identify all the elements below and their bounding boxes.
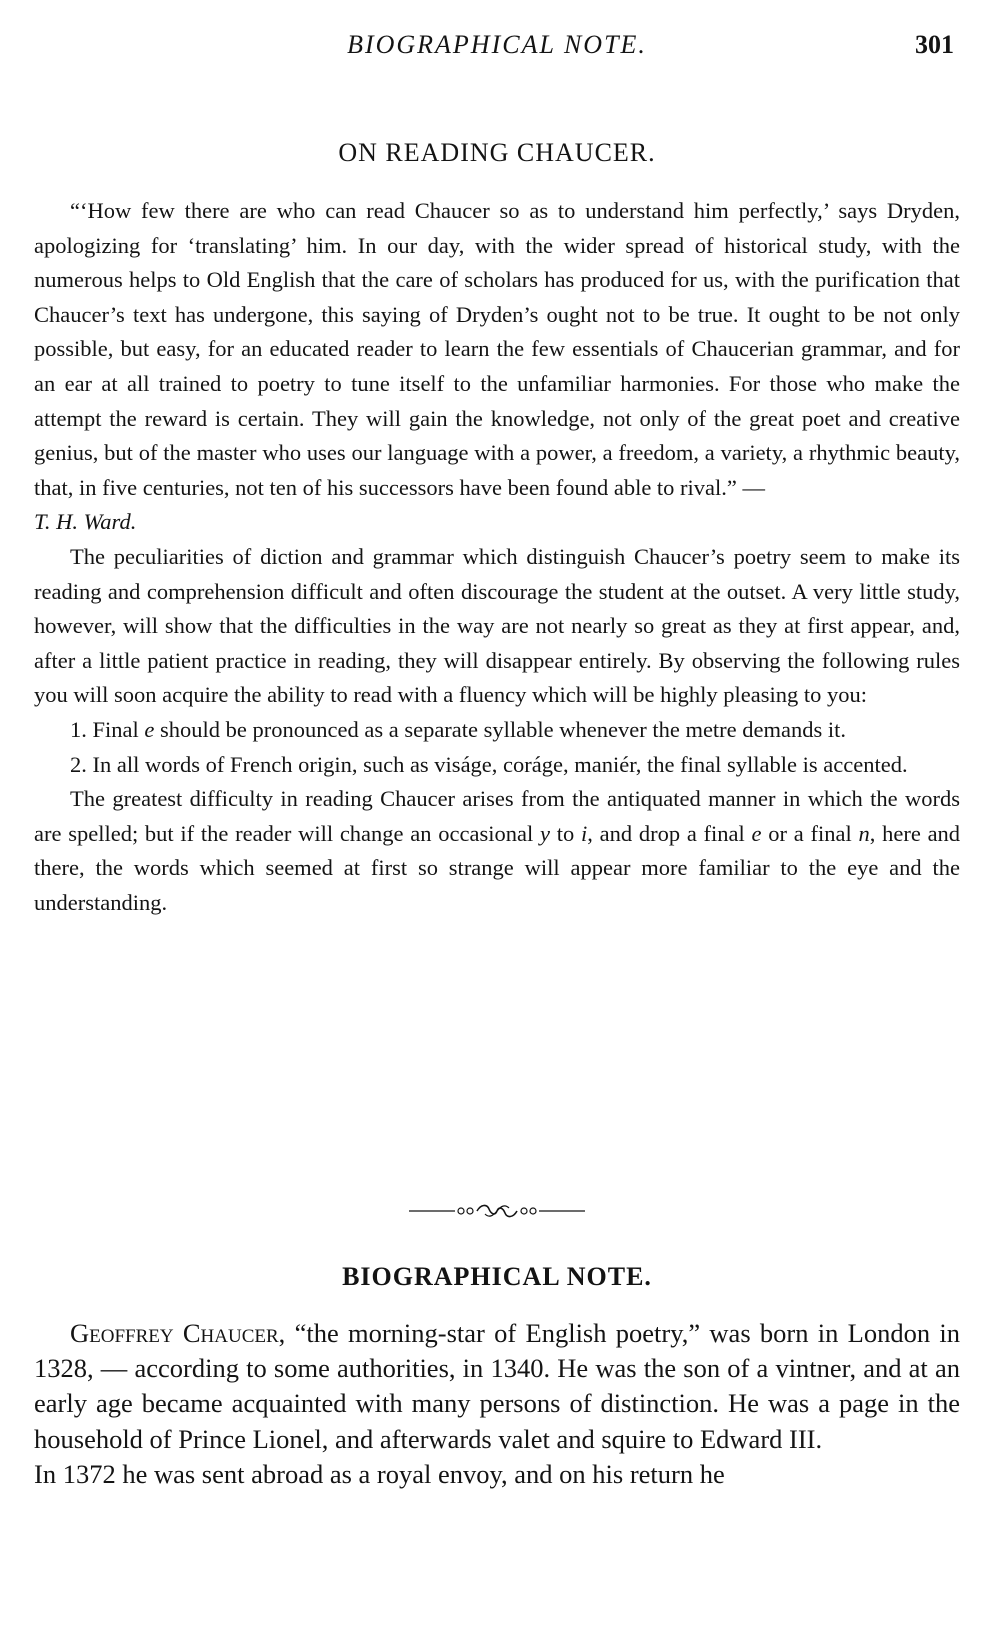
spelling-letter-i: i — [580, 820, 588, 846]
spelling-letter-n: n — [858, 820, 870, 846]
spelling-text-1: The greatest difficulty in reading Chaucer arises from the antiquated manner in which the words are spelled; but if the reader will change an occasional — [34, 786, 960, 846]
ornament-icon — [407, 1196, 587, 1226]
rule-2-text: In all words of French origin, such as viságe, coráge, maniér, the final syllable is accented. — [92, 751, 908, 777]
quote-text: “‘How few there are who can read Chaucer so as to understand him perfectly,’ says Dryden, apologizing for ‘translating’ him. In our day, with the wider spread of historical study, with the numerous helps to Old English that the care of scholars has produced for us, with the purification that Chaucer’s text has undergone, this saying of Dryden’s ought not to be true. It ought to be not only possible, but easy, for an educated reader to learn the few essentials of Chaucerian grammar, and for an ear at all trained to poetry to tune itself to the unfamiliar harmonies. For those who make the attempt the reward is certain. They will gain the knowledge, not only of the great poet and creative genius, but of the master who uses our language with a power, a freedom, a variety, a rhythmic beauty, that, in five centuries, not ten of his successors have been found able to rival.” — — [34, 198, 960, 500]
diction-paragraph: The peculiarities of diction and grammar which distinguish Chaucer’s poetry seem to make its reading and comprehension difficult and often discourage the student at the outset. A very little study, however, will show that the difficulties in the way are not nearly so great as they at first appear, and, after a little patient practice in reading, they will disappear entirely. By observing the following rules you will soon acquire the ability to read with a fluency which will be highly pleasing to you: — [34, 543, 960, 708]
quote-paragraph — [34, 194, 960, 540]
rule-1-text-after: should be pronounced as a separate syllable whenever the metre demands it. — [160, 716, 847, 742]
spelling-letter-y: y — [539, 820, 550, 846]
rule-1-letter: e — [144, 716, 155, 742]
section-divider-ornament — [34, 1196, 960, 1226]
book-page — [34, 0, 960, 1627]
page-number: 301 — [915, 30, 954, 59]
rule-2-number: 2. — [70, 751, 87, 777]
bio-section-body — [34, 1316, 960, 1492]
section-heading-reading: ON READING CHAUCER. — [338, 138, 656, 167]
bio-text: , “the morning-star of English poetry,” was born in London in 1328, — according to some authorities, in 1340. He was the son of a vintner, and at an early age became acquainted with many persons of distinction. He was a page in the household of Prince Lionel, and afterwards valet and squire to Edward III. — [34, 1318, 960, 1454]
spelling-paragraph — [34, 782, 960, 920]
bio-name: Geoffrey Chaucer — [70, 1318, 279, 1348]
section-heading-bio: BIOGRAPHICAL NOTE. — [342, 1262, 652, 1291]
spelling-letter-e: e — [751, 820, 762, 846]
rule-2 — [34, 748, 960, 783]
rule-1-number: 1. — [70, 716, 87, 742]
bio-paragraph — [34, 1316, 960, 1457]
running-head — [34, 30, 960, 66]
bio-last-line: In 1372 he was sent abroad as a royal envoy, and on his return he — [34, 1458, 725, 1489]
rule-1 — [34, 713, 960, 748]
spelling-text-5: , here and there, the words which seemed at first so strange will appear more familiar to the eye and the understanding. — [34, 820, 961, 915]
quote-attribution: T. H. Ward. — [34, 509, 137, 535]
rule-1-text-before: Final — [92, 716, 139, 742]
spelling-text-3: , and drop a final — [587, 820, 745, 846]
spelling-text-2: to — [556, 820, 575, 846]
reading-section-body — [34, 194, 960, 920]
spelling-text-4: or a final — [768, 820, 852, 846]
running-title: BIOGRAPHICAL NOTE. — [347, 30, 647, 59]
